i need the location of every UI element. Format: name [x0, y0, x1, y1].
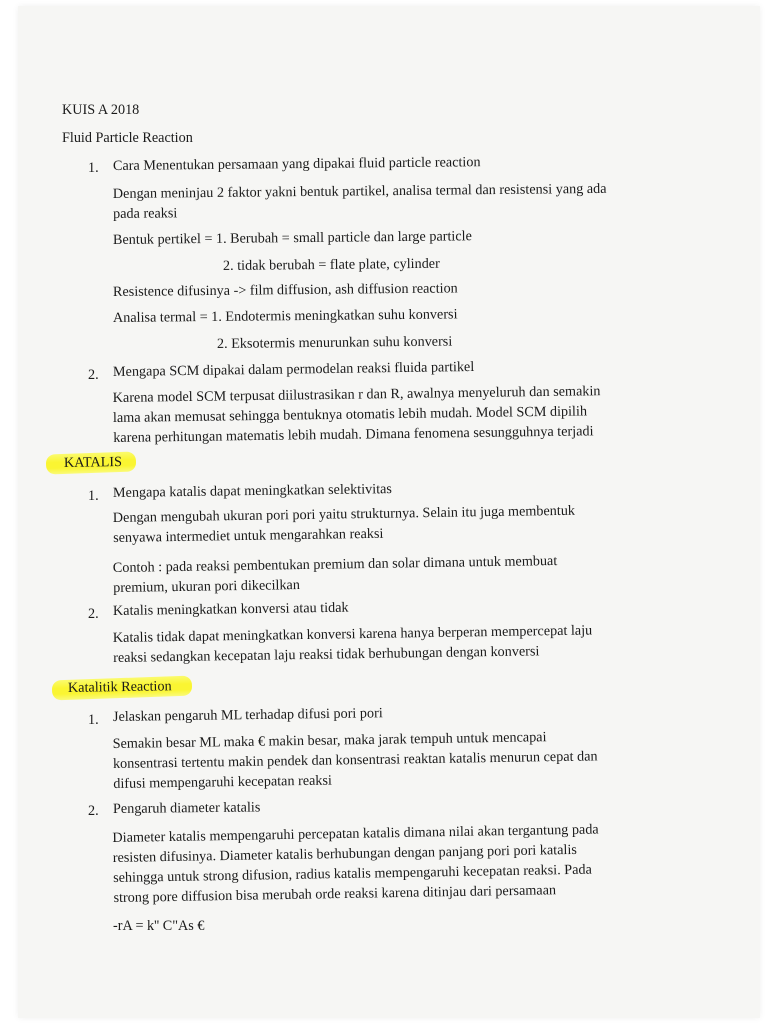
answer-line-analisa-2: 2. Eksotermis menurunkan suhu konversi [216, 333, 453, 352]
question-number: 2. [88, 367, 99, 383]
answer-line-analisa-1: Analisa termal = 1. Endotermis meningkatkan suhu konversi [112, 306, 458, 326]
quiz-header: KUIS A 2018 [62, 102, 140, 118]
section-title-katalitik: Katalitik Reaction [67, 678, 172, 696]
answer-text: Karena model SCM terpusat diilustrasikan r dan R, awalnya menyeluruh dan semakin lama akan memusat sehingga bentuknya otomatis lebih mudah. Model SCM dipilih karena perhitungan matematis lebih mudah. Dimana fenomena sesungguhnya terjadi [112, 383, 601, 446]
question-number: 1. [88, 488, 99, 504]
answer-line-bentuk-1: Bentuk pertikel = 1. Berubah = small particle dan large particle [112, 228, 472, 248]
question-text: Jelaskan pengaruh ML terhadap difusi pori pori [112, 705, 383, 725]
question-text: Mengapa katalis dapat meningkatkan selektivitas [112, 481, 393, 501]
question-text: Pengaruh diameter katalis [112, 799, 261, 817]
question-text: Mengapa SCM dipakai dalam permodelan reaksi fluida partikel [112, 358, 475, 380]
answer-text: Dengan mengubah ukuran pori pori yaitu strukturnya. Selain itu juga membentuk senyawa intermediet untuk mengarahkan reaksi [112, 502, 576, 546]
section-title-katalis: KATALIS [63, 453, 123, 471]
answer-text: Dengan meninjau 2 faktor yakni bentuk partikel, analisa termal dan resistensi yang ada pada reaksi [112, 180, 607, 222]
answer-text: Katalis tidak dapat meningkatkan konversi karena hanya berperan mempercepat laju reaksi sedangkan kecepatan laju reaksi tidak berhubungan dengan konversi [112, 622, 593, 666]
question-number: 1. [88, 712, 99, 728]
question-text: Katalis meningkatkan konversi atau tidak [112, 599, 349, 619]
section-title-fluid-particle: Fluid Particle Reaction [62, 130, 193, 146]
answer-line-resistence: Resistence difusinya -> film diffusion, ash diffusion reaction [112, 280, 458, 300]
answer-text: Semakin besar ML maka € makin besar, maka jarak tempuh untuk mencapai konsentrasi tertentu makin pendek dan konsentrasi reaktan katalis menurun cepat dan difusi mempengaruhi kecepatan reaksi [112, 729, 598, 792]
answer-text: Diameter katalis mempengaruhi percepatan katalis dimana nilai akan tergantung pada resisten difusinya. Diameter katalis berhubungan dengan panjang pori pori katalis sehingga untuk strong difusion, radius katalis mempengaruhi kecepatan reaksi. Pada strong pore diffusion bisa merubah orde reaksi karena ditinjau dari persamaan [112, 821, 599, 906]
rate-formula: -rA = k'' C"As € [113, 918, 205, 934]
question-number: 2. [88, 606, 99, 622]
question-number: 2. [88, 803, 99, 819]
document-page [18, 6, 760, 1018]
answer-line-bentuk-2: 2. tidak berubah = flate plate, cylinder [222, 255, 440, 274]
answer-example: Contoh : pada reaksi pembentukan premium dan solar dimana untuk membuat premium, ukuran pori dikecilkan [112, 553, 558, 596]
question-text: Cara Menentukan persamaan yang dipakai fluid particle reaction [112, 154, 481, 174]
question-number: 1. [88, 160, 99, 176]
